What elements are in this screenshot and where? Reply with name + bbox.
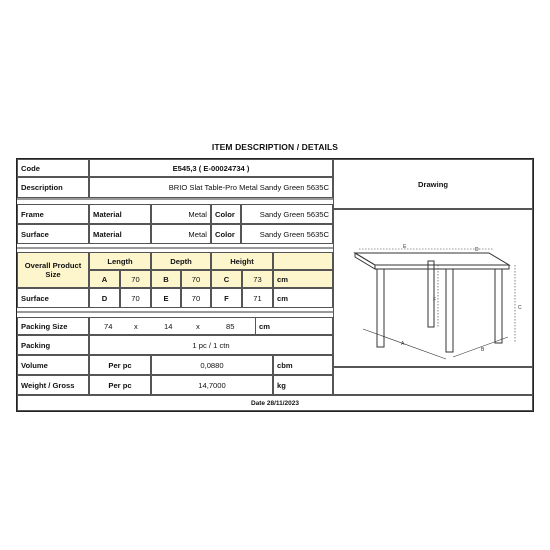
overall-size-label: Overall Product Size	[17, 252, 89, 288]
frame-material-label: Material	[89, 204, 151, 224]
dim-e-value: 70	[181, 288, 211, 308]
volume-label: Volume	[17, 355, 89, 375]
packing-size-label: Packing Size	[17, 317, 89, 335]
overall-unit: cm	[273, 270, 333, 288]
packing-label: Packing	[17, 335, 89, 355]
frame-label: Frame	[17, 204, 89, 224]
weight-per: Per pc	[89, 375, 151, 395]
surface-color-label: Color	[211, 224, 241, 244]
surface-material-row-label: Surface	[17, 224, 89, 244]
row-separator	[17, 198, 333, 200]
frame-color-label: Color	[211, 204, 241, 224]
drawing-header: Drawing	[333, 159, 533, 209]
leg-front-right	[446, 269, 453, 352]
surface-material-label: Material	[89, 224, 151, 244]
dim-f-label: F	[211, 288, 242, 308]
packing-size-values	[89, 317, 255, 335]
packing-x-1: x	[134, 321, 138, 331]
row-separator	[17, 311, 333, 313]
tabletop-edge-left	[355, 253, 375, 269]
surface-color-value: Sandy Green 5635C	[241, 224, 333, 244]
leg-right-rear	[495, 269, 502, 343]
table-drawing	[333, 219, 533, 379]
diagram-label-f: F	[433, 297, 437, 303]
dim-d-label: D	[89, 288, 120, 308]
packing-value: 1 pc / 1 ctn	[89, 335, 333, 355]
document-title: ITEM DESCRIPTION / DETAILS	[211, 142, 339, 152]
code-value: E545,3 ( E-00024734 )	[89, 159, 333, 177]
dim-a-label: A	[89, 270, 120, 288]
spec-sheet	[16, 158, 534, 412]
frame-color-value: Sandy Green 5635C	[241, 204, 333, 224]
volume-unit: cbm	[273, 355, 333, 375]
packing-size-unit: cm	[255, 317, 333, 335]
weight-value: 14,7000	[151, 375, 273, 395]
diagram-label-e: E	[403, 244, 407, 250]
dim-a-value: 70	[120, 270, 151, 288]
volume-value: 0,0880	[151, 355, 273, 375]
diagram-label-a: A	[401, 341, 405, 347]
surface-size-unit: cm	[273, 288, 333, 308]
weight-label: Weight / Gross	[17, 375, 89, 395]
packing-length: 74	[104, 321, 113, 331]
frame-material-value: Metal	[151, 204, 211, 224]
length-header: Length	[89, 252, 151, 270]
dim-b-label: B	[151, 270, 181, 288]
surface-size-label: Surface	[17, 288, 89, 308]
leg-back-right	[428, 261, 437, 327]
overall-header-blank	[273, 252, 333, 270]
dimension-line-a	[363, 329, 446, 359]
dim-d-value: 70	[120, 288, 151, 308]
tabletop-edge-front	[375, 265, 509, 269]
code-label: Code	[17, 159, 89, 177]
dim-e-label: E	[151, 288, 181, 308]
dim-b-value: 70	[181, 270, 211, 288]
diagram-label-c: C	[518, 305, 522, 311]
packing-height: 85	[226, 321, 235, 331]
dim-f-value: 71	[242, 288, 273, 308]
description-label: Description	[17, 177, 89, 198]
dim-c-label: C	[211, 270, 242, 288]
surface-material-value: Metal	[151, 224, 211, 244]
document-date: Date 28/11/2023	[17, 395, 533, 411]
description-value: BRIO Slat Table-Pro Metal Sandy Green 5635C	[89, 177, 333, 198]
depth-header: Depth	[151, 252, 211, 270]
volume-per: Per pc	[89, 355, 151, 375]
tabletop-top	[355, 253, 509, 265]
diagram-label-b: B	[481, 347, 485, 353]
packing-x-2: x	[196, 321, 200, 331]
height-header: Height	[211, 252, 273, 270]
diagram-label-d: D	[475, 247, 479, 253]
weight-unit: kg	[273, 375, 333, 395]
row-separator	[17, 247, 333, 249]
dim-c-value: 73	[242, 270, 273, 288]
packing-width: 14	[164, 321, 173, 331]
